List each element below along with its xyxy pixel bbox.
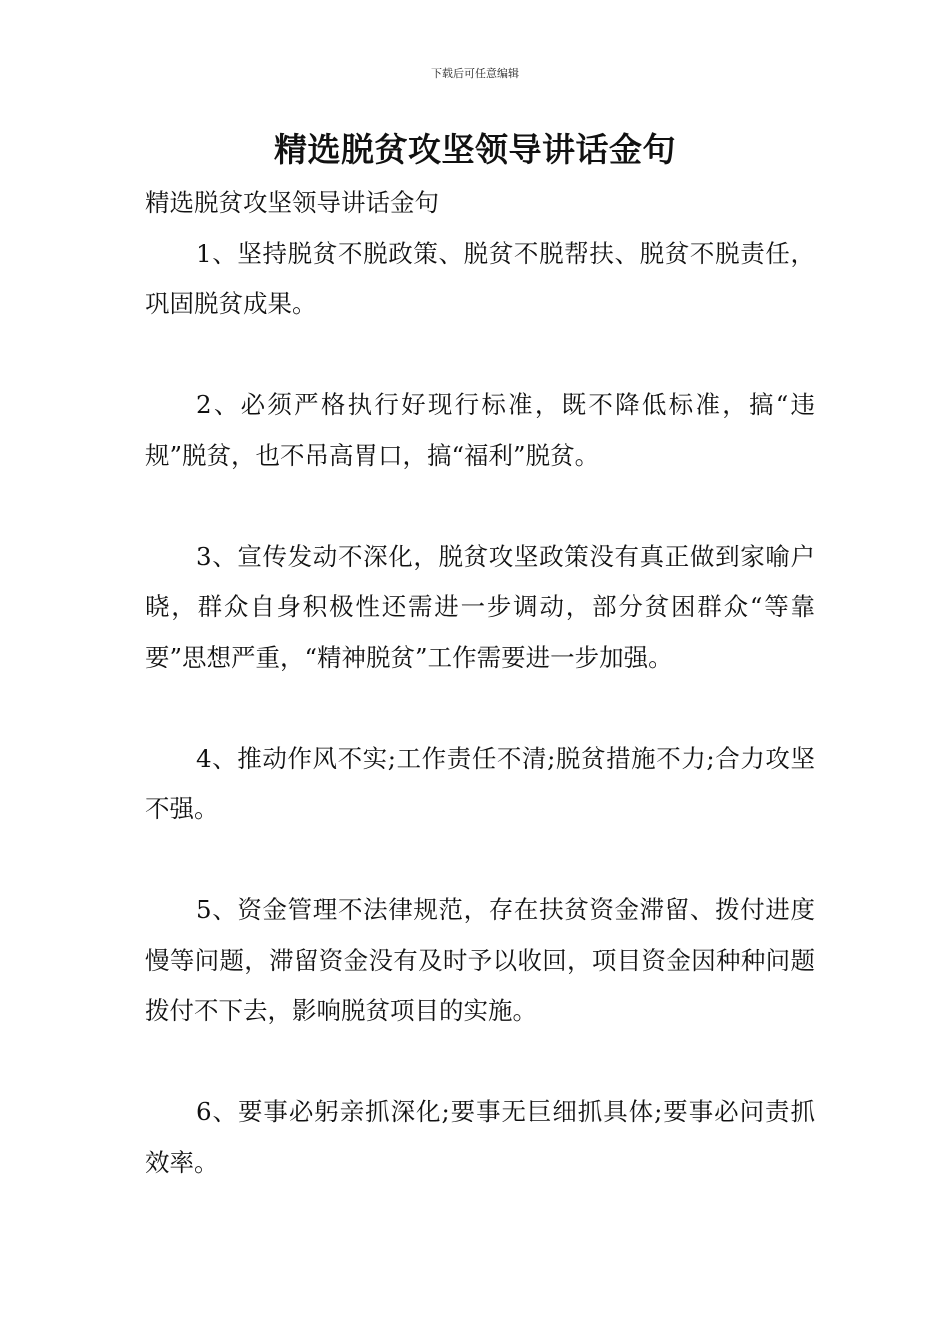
- paragraph-2: 2、必须严格执行好现行标准，既不降低标准，搞“违规”脱贫，也不吊高胃口，搞“福利”脱贫。: [145, 390, 815, 470]
- document-title: 精选脱贫攻坚领导讲话金句: [274, 130, 676, 169]
- paragraph-5: 5、资金管理不法律规范，存在扶贫资金滞留、拨付进度慢等问题，滞留资金没有及时予以收回，项目资金因种种问题拨付不下去，影响脱贫项目的实施。: [145, 895, 815, 1025]
- header-note: 下载后可任意编辑: [431, 67, 519, 80]
- paragraph-6: 6、要事必躬亲抓深化;要事无巨细抓具体;要事必问责抓效率。: [145, 1097, 815, 1177]
- document-body: [145, 178, 815, 1188]
- paragraph-1: 1、坚持脱贫不脱政策、脱贫不脱帮扶、脱贫不脱责任，巩固脱贫成果。: [145, 238, 815, 318]
- paragraph-3: 3、宣传发动不深化，脱贫攻坚政策没有真正做到家喻户晓，群众自身积极性还需进一步调动，部分贫困群众“等靠要”思想严重，“精神脱贫”工作需要进一步加强。: [145, 541, 815, 672]
- document-subtitle: 精选脱贫攻坚领导讲话金句: [145, 188, 439, 217]
- paragraph-4: 4、推动作风不实;工作责任不清;脱贫措施不力;合力攻坚不强。: [145, 743, 815, 823]
